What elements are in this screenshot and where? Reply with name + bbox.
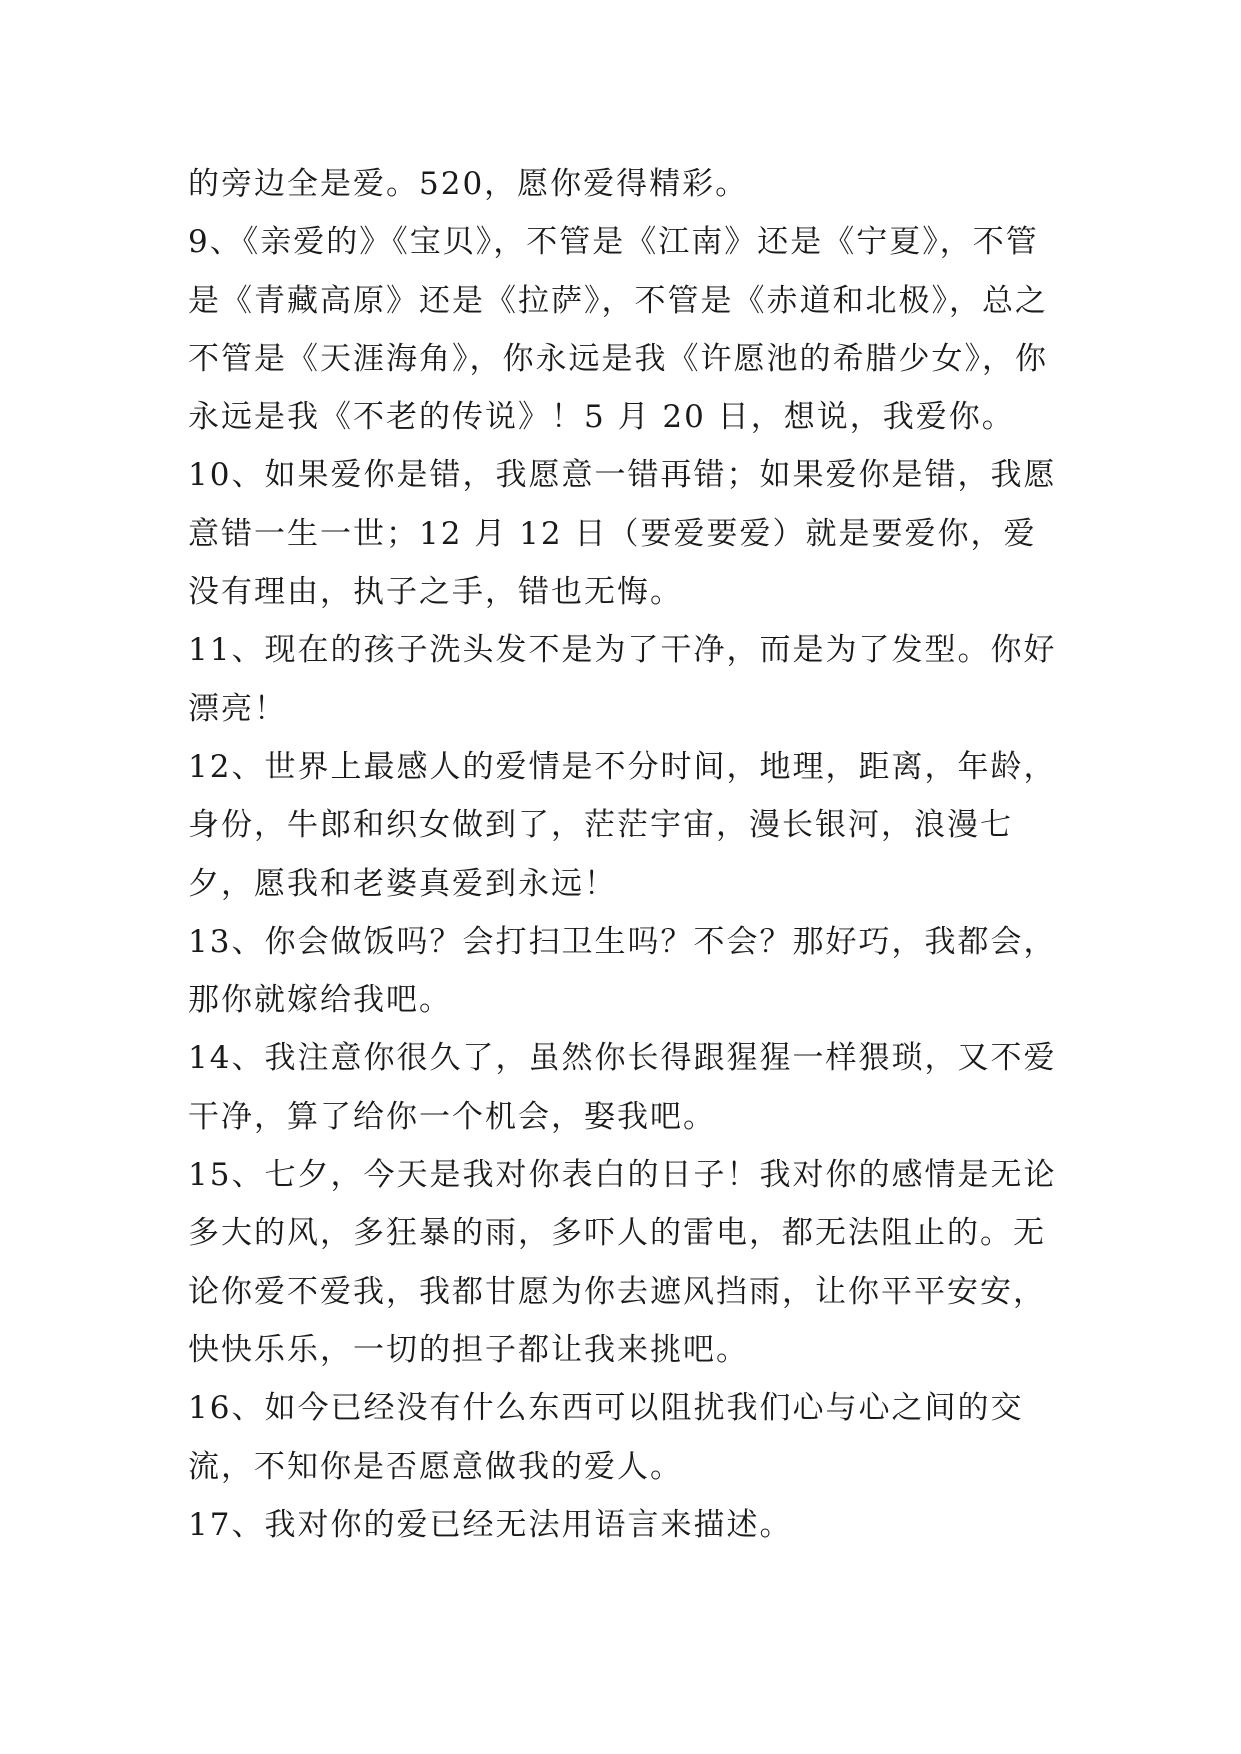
paragraph-item-10: 10、如果爱你是错，我愿意一错再错；如果爱你是错，我愿意错一生一世；12 月 12 日（要爱要爱）就是要爱你，爱没有理由，执子之手，错也无悔。 [188,457,1057,611]
paragraph-item-12: 12、世界上最感人的爱情是不分时间，地理，距离，年龄，身份，牛郎和织女做到了，茫茫宇宙，漫长银河，浪漫七夕，愿我和老婆真爱到永远！ [188,748,1057,902]
paragraph-item-13: 13、你会做饭吗？会打扫卫生吗？不会？那好巧，我都会，那你就嫁给我吧。 [188,923,1057,1019]
paragraph-item-15: 15、七夕，今天是我对你表白的日子！我对你的感情是无论多大的风，多狂暴的雨，多吓人的雷电，都无法阻止的。无论你爱不爱我，我都甘愿为你去遮风挡雨，让你平平安安，快快乐乐，一切的担子都让我来挑吧。 [188,1157,1057,1368]
paragraph-item-9: 9、《亲爱的》《宝贝》，不管是《江南》还是《宁夏》，不管是《青藏高原》还是《拉萨》，不管是《赤道和北极》，总之不管是《天涯海角》，你永远是我《许愿池的希腊少女》，你永远是我《不老的传说》！5 月 20 日，想说，我爱你。 [188,224,1048,436]
paragraph-item-17: 17、我对你的爱已经无法用语言来描述。 [188,1506,793,1543]
paragraph-item-14: 14、我注意你很久了，虽然你长得跟猩猩一样猥琐，又不爱干净，算了给你一个机会，娶我吧。 [188,1040,1057,1135]
paragraph-item-11: 11、现在的孩子洗头发不是为了干净，而是为了发型。你好漂亮！ [188,632,1057,727]
document-body [188,155,1058,1554]
paragraph-continuation: 的旁边全是爱。520，愿你爱得精彩。 [188,166,749,202]
paragraph-item-16: 16、如今已经没有什么东西可以阻扰我们心与心之间的交流，不知你是否愿意做我的爱人。 [188,1390,1024,1485]
